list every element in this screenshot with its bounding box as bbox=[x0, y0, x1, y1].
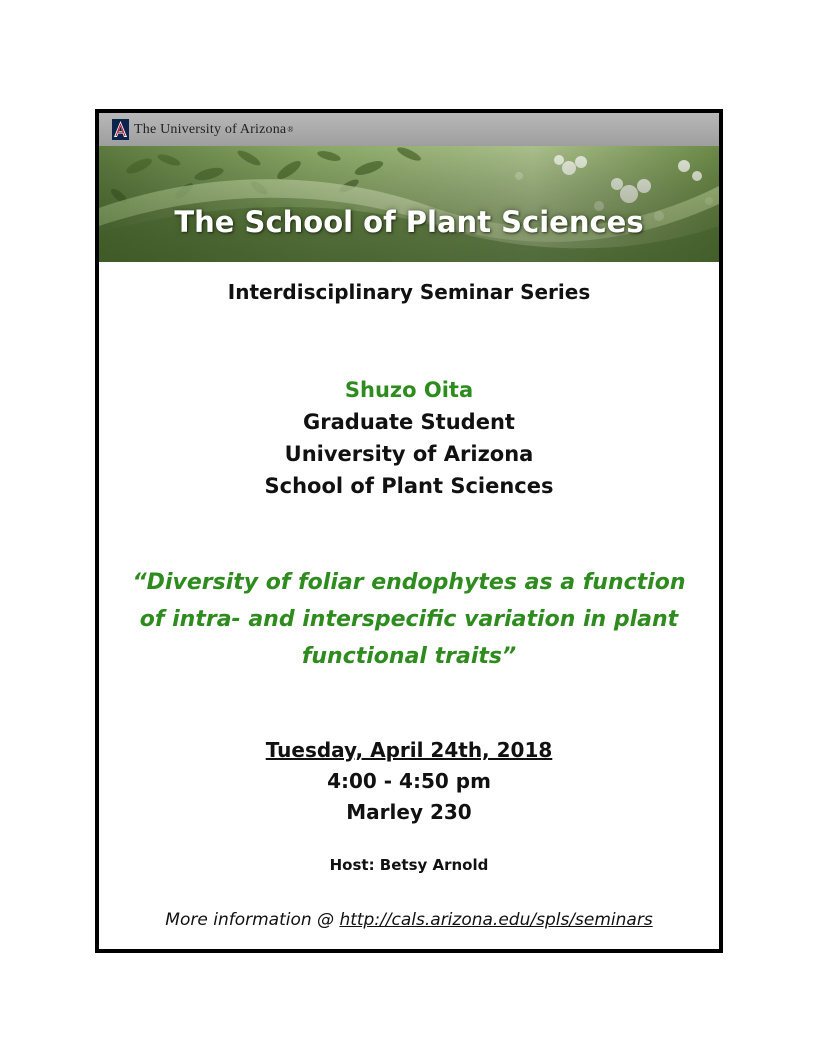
event-location: Marley 230 bbox=[346, 800, 472, 824]
university-logo-icon bbox=[112, 119, 129, 140]
speaker-name: Shuzo Oita bbox=[344, 378, 474, 402]
speaker-institution: University of Arizona bbox=[284, 442, 534, 466]
seminar-series-title: Interdisciplinary Seminar Series bbox=[227, 280, 591, 304]
talk-title-line: “Diversity of foliar endophytes as a function bbox=[132, 570, 686, 595]
talk-title-line: of intra- and interspecific variation in plant bbox=[139, 607, 679, 632]
talk-title bbox=[99, 564, 719, 675]
university-bar bbox=[99, 113, 719, 146]
plant-banner-image bbox=[99, 146, 719, 262]
seminars-link[interactable]: http://cals.arizona.edu/spls/seminars bbox=[339, 910, 653, 930]
speaker-role: Graduate Student bbox=[303, 410, 515, 434]
host-line: Host: Betsy Arnold bbox=[329, 856, 489, 874]
event-time: 4:00 - 4:50 pm bbox=[327, 769, 491, 793]
more-info-prefix: More information @ bbox=[165, 910, 340, 930]
talk-title-line: functional traits” bbox=[301, 644, 517, 669]
banner-title: The School of Plant Sciences bbox=[174, 205, 644, 239]
seminar-flyer bbox=[95, 109, 723, 953]
registered-icon: ® bbox=[287, 125, 294, 134]
event-details bbox=[99, 735, 719, 828]
university-name: The University of Arizona bbox=[134, 121, 287, 137]
event-date: Tuesday, April 24th, 2018 bbox=[265, 738, 553, 762]
more-info-line bbox=[99, 910, 719, 930]
speaker-block bbox=[99, 374, 719, 502]
speaker-department: School of Plant Sciences bbox=[264, 474, 554, 498]
header-banner bbox=[99, 113, 719, 262]
